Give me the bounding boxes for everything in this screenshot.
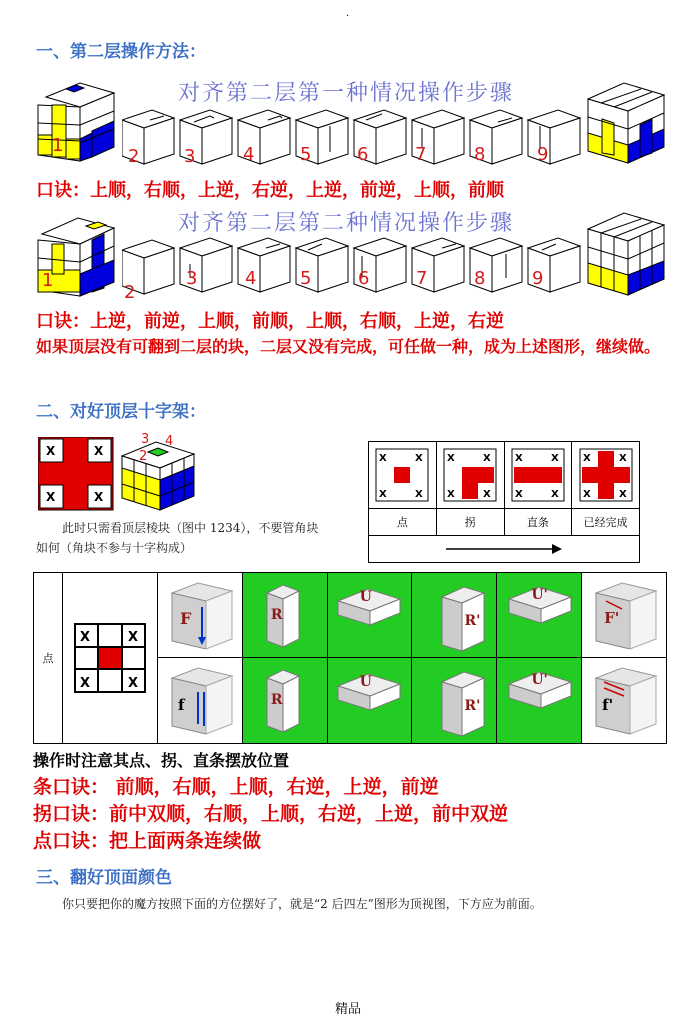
- case1-start-cube: [36, 75, 116, 163]
- svg-text:X: X: [128, 630, 139, 645]
- case1-step-7: 7: [415, 144, 427, 165]
- move-label: U: [359, 674, 372, 690]
- label-turn: 拐: [437, 509, 505, 535]
- case1-title: 对齐第二层第一种情况操作步骤: [178, 81, 515, 106]
- case2-step-2: 2: [124, 282, 136, 303]
- svg-text:X: X: [379, 489, 388, 500]
- move-cell-U-prime2: [497, 658, 582, 743]
- pattern-dot: [369, 442, 437, 508]
- pattern-turn: [437, 442, 505, 508]
- move-label: U': [531, 672, 548, 688]
- svg-text:X: X: [80, 630, 91, 645]
- case2-step-8: 8: [474, 268, 486, 289]
- move-label: R': [464, 613, 481, 629]
- move-label: R: [270, 692, 283, 708]
- move-sequence-table: [33, 572, 667, 744]
- cross-pattern-grid: [38, 437, 114, 511]
- svg-text:X: X: [415, 489, 424, 500]
- move-label: F: [180, 609, 192, 628]
- svg-text:X: X: [80, 676, 91, 691]
- case2-step-4: 4: [245, 268, 257, 289]
- move-label: f: [178, 696, 185, 714]
- footer-text: 精品: [335, 1002, 362, 1017]
- move-row-1: [158, 573, 666, 658]
- cross-desc-line1: 此时只需看顶层棱块（图中 1234），不要管角块: [62, 521, 319, 535]
- case1-step-4: 4: [243, 144, 255, 165]
- svg-text:X: X: [514, 453, 523, 464]
- case2-formula: 口诀：上逆，前逆，上顺，前顺，上顺，右顺，上逆，右逆: [36, 311, 504, 332]
- formula-line: 条口诀： 前顺，右顺，上顺，右逆，上逆，前逆: [33, 776, 439, 798]
- label-done: 已经完成: [583, 516, 628, 529]
- move-label: f': [602, 696, 614, 714]
- pattern-line: [505, 442, 573, 508]
- case2-title: 对齐第二层第二种情况操作步骤: [178, 211, 515, 236]
- move-cell-U2: [328, 658, 413, 743]
- svg-text:X: X: [447, 489, 455, 500]
- section3-heading: 三、翻好顶面颜色: [36, 868, 172, 888]
- case1-step-6: 6: [357, 144, 369, 165]
- svg-text:X: X: [415, 453, 424, 464]
- case1-formula: 口诀：上顺，右顺，上逆，右逆，上逆，前逆，上顺，前顺: [36, 180, 504, 201]
- move-cell-R: [243, 573, 328, 657]
- case2-step-1: 1: [42, 270, 54, 291]
- formula-dot: 点口诀：把上面两条连续做: [33, 830, 262, 852]
- move-label: F': [604, 609, 620, 627]
- svg-text:X: X: [582, 489, 591, 500]
- svg-text:X: X: [379, 453, 388, 464]
- row-label-dot: 点: [42, 652, 54, 665]
- move-cell-R2: [243, 658, 328, 743]
- svg-text:X: X: [483, 453, 491, 464]
- move-cell-f-prime: [582, 658, 666, 743]
- svg-text:X: X: [618, 453, 627, 464]
- label-dot: 点: [369, 509, 437, 535]
- svg-text:X: X: [94, 444, 104, 458]
- svg-text:X: X: [46, 490, 56, 504]
- case1-step-5: 5: [300, 144, 312, 165]
- move-label: U: [359, 589, 372, 605]
- case2-step-6: 6: [358, 268, 370, 289]
- placement-notice: 操作时注意其点、拐、直条摆放位置: [33, 751, 290, 770]
- move-row-2: [158, 658, 666, 743]
- move-cell-R-prime2: [412, 658, 497, 743]
- cross-desc-line2: 如何（角块不参与十字构成）: [36, 541, 193, 555]
- pattern-done: [572, 442, 639, 508]
- svg-text:X: X: [618, 489, 627, 500]
- move-cell-U: [328, 573, 413, 657]
- svg-text:X: X: [447, 453, 455, 464]
- move-label: R: [270, 607, 283, 623]
- formula-turn: 拐口诀：前中双顺，右顺，上顺，右逆，上逆，前中双逆: [33, 803, 509, 825]
- section2-heading: 二、对好顶层十字架：: [36, 402, 206, 422]
- cube-number-2: 2: [139, 449, 148, 464]
- svg-text:X: X: [550, 489, 559, 500]
- progression-arrow-row: [369, 536, 639, 562]
- svg-text:X: X: [94, 490, 104, 504]
- move-cell-F-prime: [582, 573, 666, 657]
- move-label: R': [464, 698, 481, 714]
- move-cell-F: [158, 573, 243, 657]
- move-cell-R-prime: [412, 573, 497, 657]
- case1-step-8: 8: [474, 144, 486, 165]
- svg-text:X: X: [582, 453, 591, 464]
- cube-number-4: 4: [165, 434, 174, 449]
- svg-text:X: X: [550, 453, 559, 464]
- case1-end-cube: [584, 75, 668, 165]
- svg-text:X: X: [128, 676, 139, 691]
- case1-step-3: 3: [184, 146, 196, 167]
- case1-step-1: 1: [52, 135, 64, 156]
- section3-desc: 你只要把你的魔方按照下面的方位摆好了，就是“2 后四左”图形为顶视图，下方应为前面。: [62, 897, 542, 911]
- case2-end-cube: [584, 205, 668, 297]
- label-line: 直条: [505, 509, 573, 535]
- cube-number-3: 3: [141, 432, 150, 447]
- dot-pattern-cell: [63, 573, 158, 743]
- move-label: U': [531, 587, 548, 603]
- svg-text:X: X: [514, 489, 523, 500]
- move-cell-U-prime: [497, 573, 582, 657]
- move-cell-f: [158, 658, 243, 743]
- case1-step-2: 2: [128, 146, 140, 167]
- case2-step-9: 9: [532, 268, 544, 289]
- right-arrow-icon: [444, 543, 564, 555]
- case1-step-9: 9: [537, 144, 549, 165]
- header-dot: .: [346, 8, 350, 19]
- pattern-reference-table: [368, 441, 640, 563]
- section1-heading: 一、第二层操作方法：: [36, 42, 206, 62]
- svg-text:X: X: [483, 489, 491, 500]
- svg-text:X: X: [46, 444, 56, 458]
- case2-step-5: 5: [300, 268, 312, 289]
- top-cross-cube: [118, 432, 196, 512]
- section1-note: 如果顶层没有可翻到二层的块，二层又没有完成，可任做一种，成为上述图形，继续做。: [36, 337, 661, 356]
- case2-step-3: 3: [186, 268, 198, 289]
- case2-step-7: 7: [416, 268, 428, 289]
